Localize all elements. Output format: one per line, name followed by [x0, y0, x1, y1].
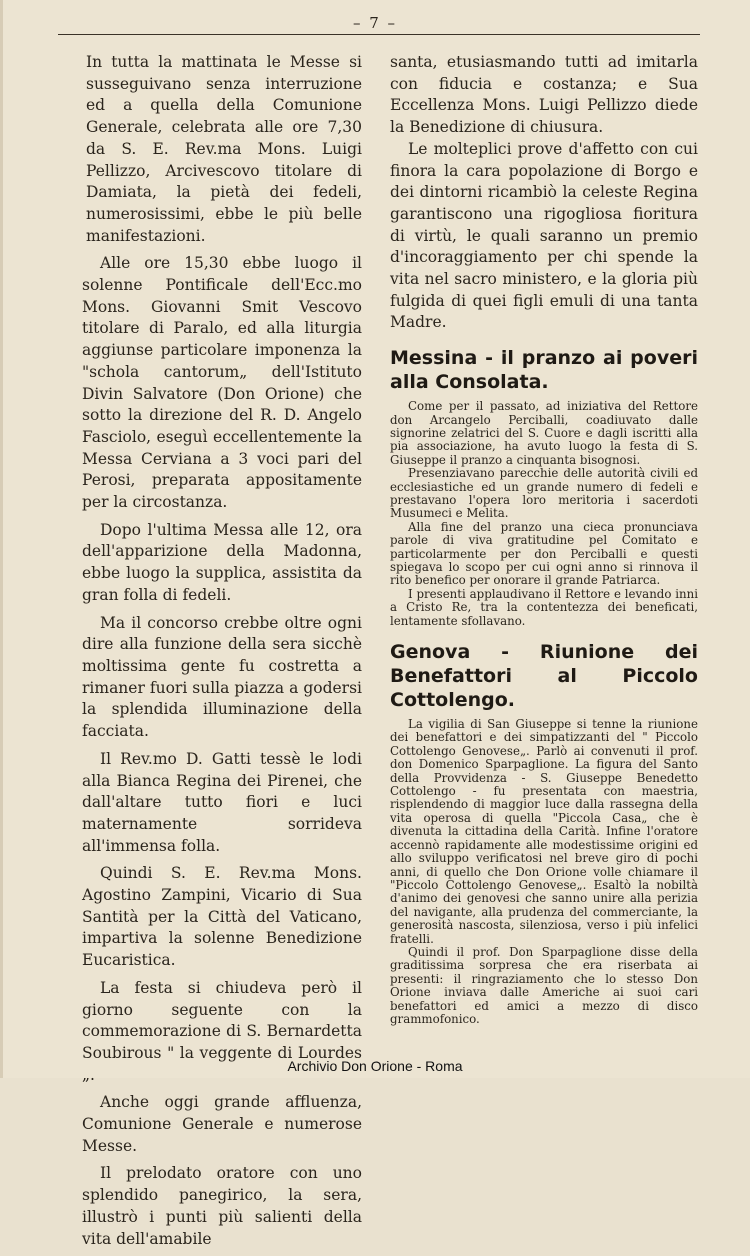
page-number: – 7 – [352, 14, 398, 32]
left-paragraph: In tutta la mattinata le Messe si susseguivano senza interruzione ed a quella della Comunione Generale, celebrata alle ore 7,30 da S. E. Rev.ma Mons. Luigi Pellizzo, Arcivescovo titolare di Damiata, la pietà dei fedeli, numerosissimi, ebbe le più belle manifestazioni. [86, 53, 362, 245]
continuation-paragraph: santa, etusiasmando tutti ad imitarla con fiducia e costanza; e Sua Eccellenza Mons. Luigi Pellizzo diede la Benedizione di chiusura. [390, 53, 698, 137]
left-paragraph: La festa si chiudeva però il giorno seguente con la commemorazione di S. Bernardetta Soubirous " la veggente di Lourdes „. [82, 978, 362, 1084]
messina-paragraph: Presenziavano parecchie delle autorità civili ed ecclesiastiche ed un grande numero di fedeli e prestavano l'opera loro meritoria i sacerdoti Musumeci e Melita. [390, 466, 698, 521]
section-title-genova: Genova - Riunione dei Benefattori al Piccolo Cottolengo. [390, 641, 698, 712]
page-fold-shadow [0, 0, 3, 1078]
header-rule [58, 34, 700, 35]
archive-footer: Archivio Don Orione - Roma [287, 1058, 463, 1074]
left-paragraph: Quindi S. E. Rev.ma Mons. Agostino Zampini, Vicario di Sua Santità per la Città del Vaticano, impartiva la solenne Benedizione Eucaristica. [82, 864, 362, 970]
genova-paragraph: Quindi il prof. Don Sparpaglione disse della graditissima sorpresa che era riserbata ai presenti: il ringraziamento che lo stesso Don Orione inviava dalle Americhe ai suoi cari benefattori ed amici a mezzo di disco grammofonico. [390, 944, 698, 1026]
left-paragraph: Il Rev.mo D. Gatti tessè le lodi alla Bianca Regina dei Pirenei, che dall'altare tutto fiori e luci maternamente sorrideva all'immensa folla. [82, 749, 362, 855]
genova-paragraph: La vigilia di San Giuseppe si tenne la riunione dei benefattori e dei simpatizzanti del " Piccolo Cottolengo Genovese„. Parlò ai convenuti il prof. don Domenico Sparpaglione. La figura del Santo della Provvidenza - S. Giuseppe Benedetto Cottolengo - fu presentata con maestria, risplendendo di maggior luce dalla rassegna della vita operosa di quella "Piccola Casa„ che è divenuta la cittadina della Carità. Infine l'oratore accennò rapidamente alle modestissime origini ed allo sviluppo verificatosi nel breve giro di pochi anni, di quello che Don Orione volle chiamare il "Piccolo Cottolengo Genovese„. Esaltò la nobiltà d'animo dei genovesi che sanno unire alla perizia del navigante, alla prudenza del commerciante, la generosità nascosta, silenziosa, verso i più infelici fratelli. [390, 717, 698, 946]
left-paragraph: Anche oggi grande affluenza, Comunione Generale e numerose Messe. [82, 1093, 362, 1155]
left-column [82, 52, 362, 1256]
left-paragraph: Dopo l'ultima Messa alle 12, ora dell'apparizione della Madonna, ebbe luogo la supplica, assistita da gran folla di fedeli. [82, 520, 362, 604]
messina-paragraph: I presenti applaudivano il Rettore e levando inni a Cristo Re, tra la contentezza dei beneficati, lentamente sfollavano. [390, 586, 698, 628]
lourdes-continuation [390, 52, 698, 334]
section-body-genova [390, 718, 698, 1026]
closing-paragraph: Le molteplici prove d'affetto con cui finora la cara popolazione di Borgo e dei dintorni ricambiò la celeste Regina garantiscono una rigogliosa fioritura di virtù, le quali saranno un premio d'incoraggiamento per chi spende la vita nel sacro ministero, e la gloria più fulgida di quei figli emuli di una tanta Madre. [390, 139, 698, 332]
left-paragraph: Il prelodato oratore con uno splendido panegirico, la sera, illustrò i punti più salienti della vita dell'amabile [82, 1164, 362, 1248]
right-column [390, 52, 698, 1026]
left-paragraph: Alle ore 15,30 ebbe luogo il solenne Pontificale dell'Ecc.mo Mons. Giovanni Smit Vescovo titolare di Paralo, ed alla liturgia aggiunse particolare imponenza la "schola cantorum„ dell'Istituto Divin Salvatore (Don Orione) che sotto la direzione del R. D. Angelo Fasciolo, eseguì eccellentemente la Messa Cerviana a 3 voci pari del Perosi, preparata appositamente per la circostanza. [82, 254, 362, 512]
messina-paragraph: Alla fine del pranzo una cieca pronunciava parole di viva gratitudine pel Comitato e particolarmente per don Perciballi e questi spiegava lo scopo per cui ogni anno si rinnova il rito benefico per onorare il grande Patriarca. [390, 519, 698, 588]
section-title-messina: Messina - il pranzo ai poveri alla Consolata. [390, 347, 698, 394]
left-paragraph: Ma il concorso crebbe oltre ogni dire alla funzione della sera sicchè moltissima gente fu costretta a rimaner fuori sulla piazza a godersi la splendida illuminazione della facciata. [82, 613, 362, 741]
section-body-messina [390, 400, 698, 628]
messina-paragraph: Come per il passato, ad iniziativa del Rettore don Arcangelo Perciballi, coadiuvato dalle signorine zelatrici del S. Cuore e dagli iscritti alla pia associazione, ha avuto luogo la festa di S. Giuseppe il pranzo a cinquanta bisognosi. [390, 399, 698, 467]
